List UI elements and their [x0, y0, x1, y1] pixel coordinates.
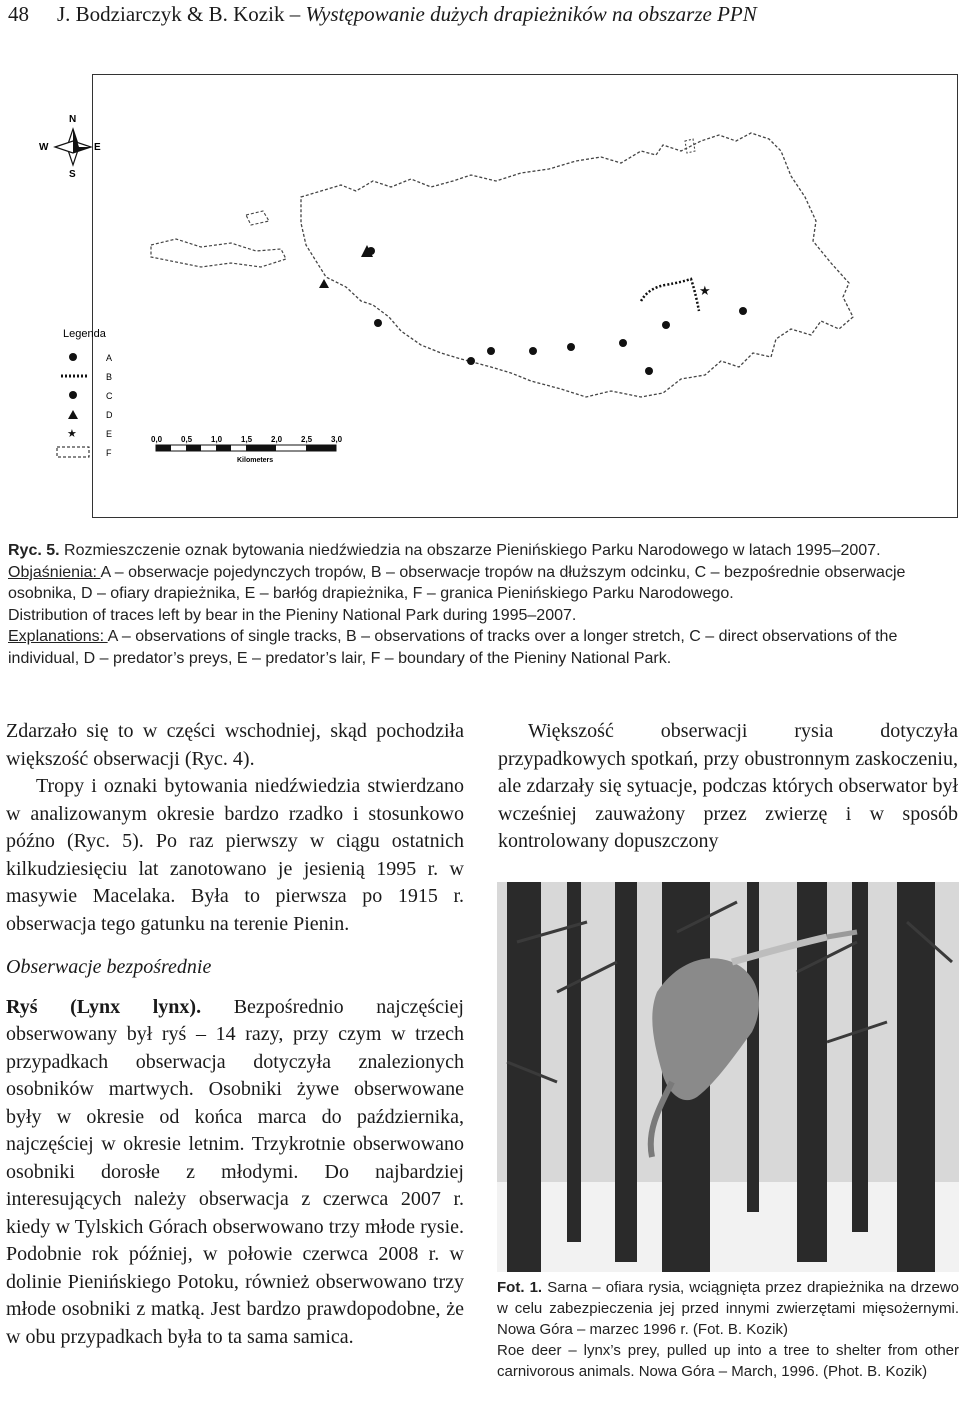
caption-title-en: Distribution of traces left by bear in the Pieniny National Park during 1995–2007.: [8, 606, 577, 624]
figure-caption: [8, 540, 956, 669]
map-figure: [39, 74, 958, 518]
scale-tick: 2,0: [271, 435, 283, 444]
photo-svg: [497, 882, 959, 1272]
right-column: [498, 718, 958, 856]
section-subheading: Obserwacje bezpośrednie: [6, 956, 212, 978]
marker-a: [467, 357, 475, 365]
scale-unit: Kilometers: [237, 457, 274, 464]
map-legend: [57, 328, 113, 458]
running-header: [8, 2, 757, 27]
legend-label-c: C: [106, 391, 113, 401]
lynx-heading: Ryś (Lynx lynx).: [6, 995, 202, 1018]
caption-expl-en-text: A – observations of single tracks, B – observations of tracks over a longer stretch, C – direct observations of the individual, D – predator’s preys, E – predator’s lair, F – boundary of the Pieniny National Park.: [8, 628, 898, 667]
marker-d: [319, 279, 329, 288]
scale-tick: 0,0: [151, 435, 163, 444]
legend-label-a: A: [106, 353, 113, 363]
scale-tick: 2,5: [301, 435, 313, 444]
map-svg: [39, 75, 957, 517]
page-number: 48: [8, 2, 29, 26]
scale-tick: 3,0: [331, 435, 343, 444]
photo-roe-deer: [497, 882, 959, 1272]
compass-n: N: [69, 114, 77, 125]
legend-label-f: F: [106, 448, 112, 458]
legend-title: Legenda: [63, 328, 106, 340]
photo-caption-label: Fot. 1.: [497, 1279, 543, 1296]
svg-text:★: ★: [67, 428, 77, 440]
marker-e: ★: [699, 283, 711, 298]
paragraph: Tropy i oznaki bytowania niedźwiedzia stwierdzano w analizowanym okresie bardzo rzadko i stosunkowo późno (Ryc. 5). Po raz pierwszy w ciągu ostatnich kilkudziesięciu lat zanotowano je jesienią 1995 r. w masywie Macelaka. Była to pierwsza po 1915 r. obserwacja tego gatunku na terenie Pienin.: [6, 775, 464, 935]
lynx-text: Bezpośrednio najczęściej obserwowany był ryś – 14 razy, przy czym w trzech przypadkach obserwacja dotyczyła znalezionych osobników martwych. Osobniki żywe obserwowane były w okresie od końca marca do października, najczęściej w okresie letnim. Trzykrotnie obserwowano osobniki dorosłe z młodymi. Do najbardziej interesujących należy obserwacja z czerwca 2007 r. kiedy w Tylskich Górach obserwowano trzy młode rysie. Podobnie rok później, w połowie czerwca 2008 r. w dolinie Pienińskiego Potoku, również obserwowano trzy młode osobniki z matką. Jest bardzo prawdopodobne, że w obu przypadkach była to ta sama samica.: [6, 995, 464, 1348]
photo-caption: [497, 1277, 959, 1382]
caption-expl-label: Objaśnienia:: [8, 563, 101, 581]
header-title: Występowanie dużych drapieżników na obszarze PPN: [305, 2, 757, 26]
scale-tick: 1,0: [211, 435, 223, 444]
paragraph-lynx: [6, 994, 464, 1352]
caption-expl-en: [8, 626, 956, 669]
paragraph: Zdarzało się to w części wschodniej, skąd pochodziła większość obserwacji (Ryc. 4).: [6, 720, 464, 770]
marker-b: [641, 279, 699, 311]
marker-a: [619, 339, 627, 347]
compass-rose: [39, 114, 101, 180]
marker-a: [567, 343, 575, 351]
caption-expl-en-label: Explanations:: [8, 628, 108, 645]
marker-a: [487, 347, 495, 355]
photo-caption-pl: [497, 1277, 959, 1340]
marker-a: [374, 319, 382, 327]
scale-bar: [151, 435, 343, 464]
compass-s: S: [69, 169, 76, 180]
paragraph: Większość obserwacji rysia dotyczyła przypadkowych spotkań, przy obustronnym zaskoczeniu, ale zdarzały się sytuacje, podczas których obserwator był wcześniej zauważony przez zwierzę i w sposób kontrolowany dopuszczony: [498, 720, 958, 852]
marker-a: [662, 321, 670, 329]
photo-caption-pl-text: Sarna – ofiara rysia, wciągnięta przez drapieżnika na drzewo w celu zabezpieczenia jej przed innymi zwierzętami mięsożernymi. Nowa Góra – marzec 1996 r. (Fot. B. Kozik): [497, 1279, 959, 1338]
park-boundary: [151, 133, 853, 397]
caption-expl-pl: [8, 562, 956, 605]
caption-title-text: Rozmieszczenie oznak bytowania niedźwiedzia na obszarze Pienińskiego Parku Narodowego w latach 1995–2007.: [59, 542, 881, 559]
left-column: [6, 718, 464, 1351]
scale-tick: 1,5: [241, 435, 253, 444]
compass-e: E: [94, 142, 101, 153]
marker-a: [645, 367, 653, 375]
header-authors: J. Bodziarczyk & B. Kozik –: [57, 2, 306, 26]
marker-a: [739, 307, 747, 315]
compass-w: W: [39, 142, 49, 153]
observation-markers: [319, 245, 747, 375]
legend-label-e: E: [106, 429, 113, 439]
marker-a: [529, 347, 537, 355]
caption-label: Ryc. 5.: [8, 542, 60, 559]
legend-label-d: D: [106, 410, 113, 420]
photo-caption-en: Roe deer – lynx’s prey, pulled up into a tree to shelter from other carnivorous animals. Nowa Góra – March, 1996. (Phot. B. Kozik): [497, 1342, 959, 1380]
scale-tick: 0,5: [181, 435, 193, 444]
caption-expl-text: A – obserwacje pojedynczych tropów, B – obserwacje tropów na dłuższym odcinku, C – bezpośrednie obserwacje osobnika, D – ofiary drapieżnika, E – barłóg drapieżnika, F – granica Pienińskiego Parku Narodowego.: [8, 563, 906, 602]
caption-title-pl: [8, 540, 956, 562]
legend-label-b: B: [106, 372, 113, 382]
